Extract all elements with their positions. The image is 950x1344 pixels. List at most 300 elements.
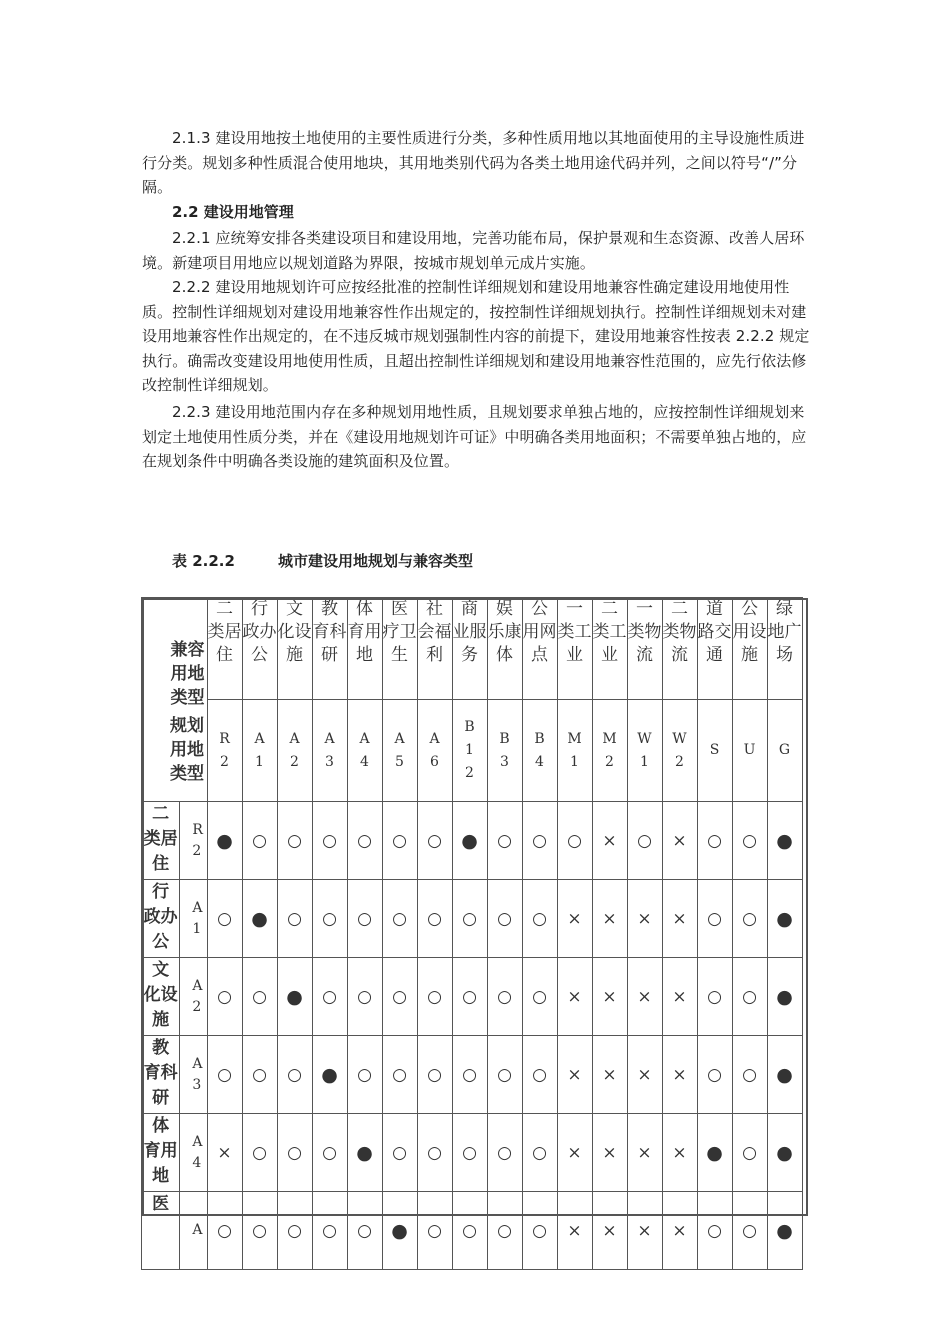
column-name: 道 路交 通 xyxy=(697,599,732,665)
compat-cell xyxy=(312,880,347,958)
column-code-cell xyxy=(242,700,277,802)
compat-symbol: ○ xyxy=(392,1064,407,1085)
compat-symbol: ○ xyxy=(742,830,757,851)
compat-symbol: ○ xyxy=(707,1064,722,1085)
compat-symbol: ○ xyxy=(497,986,512,1007)
compat-cell xyxy=(627,1036,662,1114)
compat-cell xyxy=(627,958,662,1036)
column-header xyxy=(697,598,732,700)
compat-cell xyxy=(417,802,452,880)
compat-cell xyxy=(732,802,767,880)
column-header xyxy=(767,598,802,700)
row-code: A xyxy=(192,1222,203,1238)
row-header xyxy=(142,1036,180,1114)
row-header xyxy=(142,1114,180,1192)
compat-cell xyxy=(662,1114,697,1192)
compat-symbol: ● xyxy=(286,985,303,1008)
compat-symbol: ○ xyxy=(427,986,442,1007)
row-header xyxy=(142,1192,180,1270)
column-name: 文 化设 施 xyxy=(277,599,312,665)
compat-symbol: × xyxy=(567,1220,582,1241)
compat-symbol: ○ xyxy=(357,1220,372,1241)
compat-symbol: ○ xyxy=(497,908,512,929)
column-name: 教 育科 研 xyxy=(312,599,347,665)
compat-symbol: ○ xyxy=(742,1220,757,1241)
compat-cell xyxy=(382,1192,417,1270)
column-code-cell xyxy=(277,700,312,802)
row-code: A 2 xyxy=(192,977,203,1015)
column-header xyxy=(242,598,277,700)
paragraph-2-2-3: 2.2.3 建设用地范围内存在多种规划用地性质，且规划要求单独占地的，应按控制性详细规划来划定土地使用性质分类，并在《建设用地规划许可证》中明确各类用地面积；不需要单独占地的，应在规划条件中明确各类设施的建筑面积及位置。 xyxy=(142,403,807,470)
column-code: A 5 xyxy=(394,730,405,770)
column-code-cell xyxy=(627,700,662,802)
compatibility-table xyxy=(141,597,809,1242)
compat-symbol: × xyxy=(637,986,652,1007)
column-header xyxy=(277,598,312,700)
compat-cell xyxy=(487,1114,522,1192)
row-header xyxy=(142,880,180,958)
compat-symbol: ○ xyxy=(497,1142,512,1163)
compat-cell xyxy=(347,958,382,1036)
header-row-names xyxy=(142,598,809,700)
compat-symbol: × xyxy=(602,908,617,929)
compat-cell xyxy=(522,1036,557,1114)
compat-symbol: ○ xyxy=(707,908,722,929)
compat-cell xyxy=(347,802,382,880)
compat-cell xyxy=(487,1192,522,1270)
compat-cell xyxy=(277,802,312,880)
compat-cell xyxy=(767,958,802,1036)
compat-symbol: × xyxy=(637,908,652,929)
corner-compatible-label: 兼容 用地 类型 xyxy=(170,640,205,708)
table-row xyxy=(142,1036,809,1114)
column-header xyxy=(522,598,557,700)
column-code: W 2 xyxy=(672,730,687,770)
compat-cell xyxy=(662,958,697,1036)
compat-cell xyxy=(522,1114,557,1192)
compat-symbol: ○ xyxy=(532,908,547,929)
compat-cell xyxy=(242,958,277,1036)
compat-symbol: ○ xyxy=(637,830,652,851)
row-code-cell xyxy=(180,802,207,880)
compat-cell xyxy=(242,1192,277,1270)
compat-symbol: ○ xyxy=(252,830,267,851)
compat-cell xyxy=(627,802,662,880)
column-name: 社 会福 利 xyxy=(417,599,452,665)
column-code: S xyxy=(709,742,720,758)
compat-symbol: ○ xyxy=(357,986,372,1007)
compat-cell xyxy=(277,1036,312,1114)
compat-cell xyxy=(697,958,732,1036)
compat-cell xyxy=(417,1192,452,1270)
compat-cell xyxy=(277,1114,312,1192)
compat-cell xyxy=(767,1036,802,1114)
compat-symbol: × xyxy=(567,1142,582,1163)
compat-symbol: ○ xyxy=(322,1220,337,1241)
compat-symbol: ● xyxy=(776,1063,793,1086)
compat-cell xyxy=(592,958,627,1036)
compat-symbol: ○ xyxy=(462,1220,477,1241)
compat-cell xyxy=(277,1192,312,1270)
compat-symbol: ○ xyxy=(532,1220,547,1241)
compat-cell xyxy=(732,1192,767,1270)
compat-symbol: ○ xyxy=(217,1064,232,1085)
column-name: 医 疗卫 生 xyxy=(382,599,417,665)
row-name: 医 xyxy=(152,1194,170,1214)
compat-symbol: × xyxy=(672,830,687,851)
compat-cell xyxy=(417,1114,452,1192)
column-name: 商 业服 务 xyxy=(452,599,487,665)
column-header xyxy=(382,598,417,700)
compat-symbol: ○ xyxy=(217,986,232,1007)
column-code: A 1 xyxy=(254,730,265,770)
compat-symbol: ○ xyxy=(392,986,407,1007)
compat-symbol: ○ xyxy=(287,908,302,929)
compat-cell xyxy=(347,1114,382,1192)
compat-symbol: × xyxy=(637,1220,652,1241)
compat-symbol: × xyxy=(672,1220,687,1241)
column-name: 绿 地广 场 xyxy=(767,599,802,665)
compat-symbol: ○ xyxy=(707,1220,722,1241)
compat-cell xyxy=(312,1036,347,1114)
column-name: 二 类物 流 xyxy=(662,599,697,665)
row-code-cell xyxy=(180,958,207,1036)
column-code-cell xyxy=(417,700,452,802)
compat-cell xyxy=(312,958,347,1036)
table-row xyxy=(142,802,809,880)
column-code: G xyxy=(778,742,791,758)
compat-cell xyxy=(207,802,242,880)
row-code: R 2 xyxy=(192,821,203,859)
compat-symbol: ● xyxy=(776,1219,793,1242)
compat-cell xyxy=(312,1114,347,1192)
compat-cell xyxy=(312,1192,347,1270)
compat-cell xyxy=(662,802,697,880)
compat-cell xyxy=(417,1036,452,1114)
compat-cell xyxy=(592,880,627,958)
compat-symbol: × xyxy=(602,830,617,851)
compat-symbol: × xyxy=(567,908,582,929)
compat-symbol: × xyxy=(602,986,617,1007)
column-header xyxy=(207,598,242,700)
compat-cell xyxy=(242,880,277,958)
table-corner xyxy=(142,598,208,802)
compat-symbol: ● xyxy=(776,1141,793,1164)
compat-cell xyxy=(452,1114,487,1192)
table-caption-number: 表 2.2.2 xyxy=(172,552,235,570)
column-code-cell xyxy=(382,700,417,802)
row-name: 行 政办 公 xyxy=(143,882,178,952)
compat-cell xyxy=(697,1192,732,1270)
compat-symbol: ○ xyxy=(322,830,337,851)
compat-cell xyxy=(592,1192,627,1270)
row-code-cell xyxy=(180,1192,207,1270)
compat-symbol: ● xyxy=(776,907,793,930)
compat-cell xyxy=(382,880,417,958)
compat-cell xyxy=(242,1114,277,1192)
compat-cell xyxy=(697,1114,732,1192)
compat-symbol: ○ xyxy=(427,1064,442,1085)
compat-cell xyxy=(522,1192,557,1270)
compat-symbol: × xyxy=(672,908,687,929)
compat-symbol: ○ xyxy=(392,1142,407,1163)
compat-cell xyxy=(557,802,592,880)
compat-symbol: ○ xyxy=(742,986,757,1007)
compat-symbol: ○ xyxy=(497,1064,512,1085)
compat-cell xyxy=(557,1114,592,1192)
column-code-cell xyxy=(662,700,697,802)
compat-symbol: ○ xyxy=(567,830,582,851)
compat-symbol: ○ xyxy=(532,1142,547,1163)
compat-symbol: ○ xyxy=(497,1220,512,1241)
column-name: 二 类居 住 xyxy=(207,599,242,665)
compat-symbol: ○ xyxy=(287,1142,302,1163)
column-header xyxy=(662,598,697,700)
column-code: M 1 xyxy=(567,730,582,770)
compatibility-table-grid xyxy=(141,597,809,1270)
compat-cell xyxy=(417,958,452,1036)
column-name: 一 类工 业 xyxy=(557,599,592,665)
table-row xyxy=(142,1192,809,1270)
compat-cell xyxy=(732,958,767,1036)
compat-symbol: ● xyxy=(706,1141,723,1164)
compat-symbol: ○ xyxy=(497,830,512,851)
paragraph-2-2-2: 2.2.2 建设用地规划许可应按经批准的控制性详细规划和建设用地兼容性确定建设用地使用性质。控制性详细规划对建设用地兼容性作出规定的，按控制性详细规划执行。控制性详细规划未对建设用地兼容性作出规定的，在不违反城市规划强制性内容的前提下，建设用地兼容性按表 2.2.2 规定执行。确需改变建设用地使用性质，且超出控制性详细规划和建设用地兼容性范围的，应先行依法修改控制性详细规划。 xyxy=(142,278,810,394)
compat-cell xyxy=(452,802,487,880)
compat-symbol: ○ xyxy=(287,1064,302,1085)
compat-symbol: ○ xyxy=(252,1142,267,1163)
compat-symbol: ○ xyxy=(427,908,442,929)
compat-symbol: ● xyxy=(251,907,268,930)
row-name: 二 类居 住 xyxy=(143,804,178,874)
column-header xyxy=(312,598,347,700)
row-code: A 1 xyxy=(192,899,203,937)
paragraph-2-1-3: 2.1.3 建设用地按土地使用的主要性质进行分类，多种性质用地以其地面使用的主导设施性质进行分类。规划多种性质混合使用地块，其用地类别代码为各类土地用途代码并列，之间以符号“/”分隔。 xyxy=(142,129,805,196)
compat-symbol: ○ xyxy=(532,1064,547,1085)
compat-symbol: ○ xyxy=(217,908,232,929)
column-code-cell xyxy=(312,700,347,802)
compat-cell xyxy=(627,880,662,958)
column-name: 娱 乐康 体 xyxy=(487,599,522,665)
compat-symbol: ○ xyxy=(532,830,547,851)
row-code-cell xyxy=(180,1114,207,1192)
compat-symbol: ○ xyxy=(392,908,407,929)
compat-cell xyxy=(382,1114,417,1192)
column-code-cell xyxy=(487,700,522,802)
compat-symbol: ○ xyxy=(532,986,547,1007)
compat-symbol: ● xyxy=(461,829,478,852)
compat-cell xyxy=(662,880,697,958)
column-code: R 2 xyxy=(219,730,230,770)
compat-cell xyxy=(207,1036,242,1114)
compat-symbol: ○ xyxy=(252,1220,267,1241)
column-name: 一 类物 流 xyxy=(627,599,662,665)
column-code-cell xyxy=(207,700,242,802)
compat-cell xyxy=(592,802,627,880)
compat-symbol: ○ xyxy=(742,1064,757,1085)
compat-cell xyxy=(487,880,522,958)
compat-cell xyxy=(627,1114,662,1192)
compat-symbol: × xyxy=(672,1064,687,1085)
column-code: U xyxy=(743,742,756,758)
compat-symbol: ○ xyxy=(462,1064,477,1085)
row-header xyxy=(142,802,180,880)
column-name: 二 类工 业 xyxy=(592,599,627,665)
table-row xyxy=(142,958,809,1036)
compat-symbol: ● xyxy=(776,829,793,852)
compat-symbol: ○ xyxy=(742,1142,757,1163)
column-header xyxy=(347,598,382,700)
compat-cell xyxy=(487,802,522,880)
compat-symbol: ○ xyxy=(217,1220,232,1241)
compat-symbol: × xyxy=(637,1064,652,1085)
compat-symbol: ○ xyxy=(357,908,372,929)
compat-symbol: ○ xyxy=(427,1220,442,1241)
compat-cell xyxy=(767,802,802,880)
compat-cell xyxy=(767,1192,802,1270)
compat-symbol: ○ xyxy=(252,986,267,1007)
compat-symbol: ○ xyxy=(462,1142,477,1163)
compat-cell xyxy=(732,1036,767,1114)
column-name: 体 育用 地 xyxy=(347,599,382,665)
column-code-cell xyxy=(732,700,767,802)
compat-symbol: ○ xyxy=(742,908,757,929)
compat-cell xyxy=(592,1114,627,1192)
column-code-cell xyxy=(697,700,732,802)
compat-symbol: ○ xyxy=(427,830,442,851)
compat-cell xyxy=(347,1036,382,1114)
compat-cell xyxy=(347,880,382,958)
compat-symbol: ● xyxy=(321,1063,338,1086)
row-header xyxy=(142,958,180,1036)
column-code: A 3 xyxy=(324,730,335,770)
compat-symbol: ○ xyxy=(707,986,722,1007)
compat-symbol: ● xyxy=(216,829,233,852)
compat-cell xyxy=(277,880,312,958)
compat-symbol: ○ xyxy=(462,908,477,929)
compat-cell xyxy=(452,880,487,958)
compat-cell xyxy=(557,880,592,958)
paragraph-2-2-1: 2.2.1 应统筹安排各类建设项目和建设用地，完善功能布局，保护景观和生态资源、改善人居环境。新建项目用地应以规划道路为界限，按城市规划单元成片实施。 xyxy=(142,229,805,272)
compat-symbol: × xyxy=(602,1064,617,1085)
column-code: W 1 xyxy=(637,730,652,770)
column-header xyxy=(732,598,767,700)
compat-symbol: ○ xyxy=(322,1142,337,1163)
compat-cell xyxy=(382,958,417,1036)
column-code: B 1 2 xyxy=(464,719,475,781)
compat-cell xyxy=(592,1036,627,1114)
row-code: A 3 xyxy=(192,1055,203,1093)
compat-cell xyxy=(452,1036,487,1114)
section-heading-2-2: 2.2 建设用地管理 xyxy=(172,203,294,221)
compat-cell xyxy=(207,1114,242,1192)
compat-symbol: ● xyxy=(391,1219,408,1242)
compat-cell xyxy=(627,1192,662,1270)
compat-cell xyxy=(452,1192,487,1270)
column-code: B 4 xyxy=(534,730,545,770)
column-header xyxy=(627,598,662,700)
column-code: B 3 xyxy=(499,730,510,770)
column-code-cell xyxy=(767,700,802,802)
compat-cell xyxy=(207,880,242,958)
compat-cell xyxy=(382,1036,417,1114)
compat-cell xyxy=(242,1036,277,1114)
compat-cell xyxy=(487,1036,522,1114)
row-code-cell xyxy=(180,880,207,958)
column-name: 公 用设 施 xyxy=(732,599,767,665)
column-code-cell xyxy=(347,700,382,802)
compat-cell xyxy=(697,880,732,958)
compat-symbol: ○ xyxy=(322,986,337,1007)
column-header xyxy=(487,598,522,700)
column-header xyxy=(592,598,627,700)
compat-cell xyxy=(312,802,347,880)
compat-symbol: ○ xyxy=(287,1220,302,1241)
row-name: 文 化设 施 xyxy=(143,960,178,1030)
compat-cell xyxy=(662,1036,697,1114)
compat-cell xyxy=(732,880,767,958)
compat-cell xyxy=(347,1192,382,1270)
compat-symbol: ○ xyxy=(427,1142,442,1163)
compat-cell xyxy=(557,1192,592,1270)
row-code: A 4 xyxy=(192,1133,203,1171)
column-header xyxy=(557,598,592,700)
compat-cell xyxy=(767,1114,802,1192)
compat-symbol: × xyxy=(637,1142,652,1163)
compat-cell xyxy=(522,958,557,1036)
compat-symbol: × xyxy=(567,986,582,1007)
compat-symbol: × xyxy=(672,1142,687,1163)
compat-symbol: × xyxy=(567,1064,582,1085)
table-row xyxy=(142,1114,809,1192)
compat-symbol: ○ xyxy=(357,830,372,851)
compat-symbol: × xyxy=(602,1220,617,1241)
column-code-cell xyxy=(522,700,557,802)
compat-cell xyxy=(767,880,802,958)
column-header xyxy=(417,598,452,700)
column-code-cell xyxy=(592,700,627,802)
compat-cell xyxy=(697,1036,732,1114)
compat-cell xyxy=(207,958,242,1036)
column-code: M 2 xyxy=(602,730,617,770)
compat-cell xyxy=(557,1036,592,1114)
row-name: 体 育用 地 xyxy=(143,1116,178,1186)
compat-cell xyxy=(522,802,557,880)
compat-cell xyxy=(382,802,417,880)
compat-cell xyxy=(242,802,277,880)
row-name: 教 育科 研 xyxy=(143,1038,178,1108)
compat-symbol: ○ xyxy=(252,1064,267,1085)
header-row-codes xyxy=(142,700,809,802)
column-code: A 2 xyxy=(289,730,300,770)
compat-cell xyxy=(697,802,732,880)
compat-symbol: ● xyxy=(776,985,793,1008)
compat-symbol: ○ xyxy=(357,1064,372,1085)
row-code-cell xyxy=(180,1036,207,1114)
column-code-cell xyxy=(557,700,592,802)
compat-cell xyxy=(732,1114,767,1192)
column-code: A 6 xyxy=(429,730,440,770)
compat-cell xyxy=(417,880,452,958)
column-header xyxy=(452,598,487,700)
compat-cell xyxy=(207,1192,242,1270)
compat-cell xyxy=(487,958,522,1036)
compat-symbol: ○ xyxy=(287,830,302,851)
compat-cell xyxy=(557,958,592,1036)
table-row xyxy=(142,880,809,958)
table-caption-title: 城市建设用地规划与兼容类型 xyxy=(278,552,474,570)
column-code: A 4 xyxy=(359,730,370,770)
